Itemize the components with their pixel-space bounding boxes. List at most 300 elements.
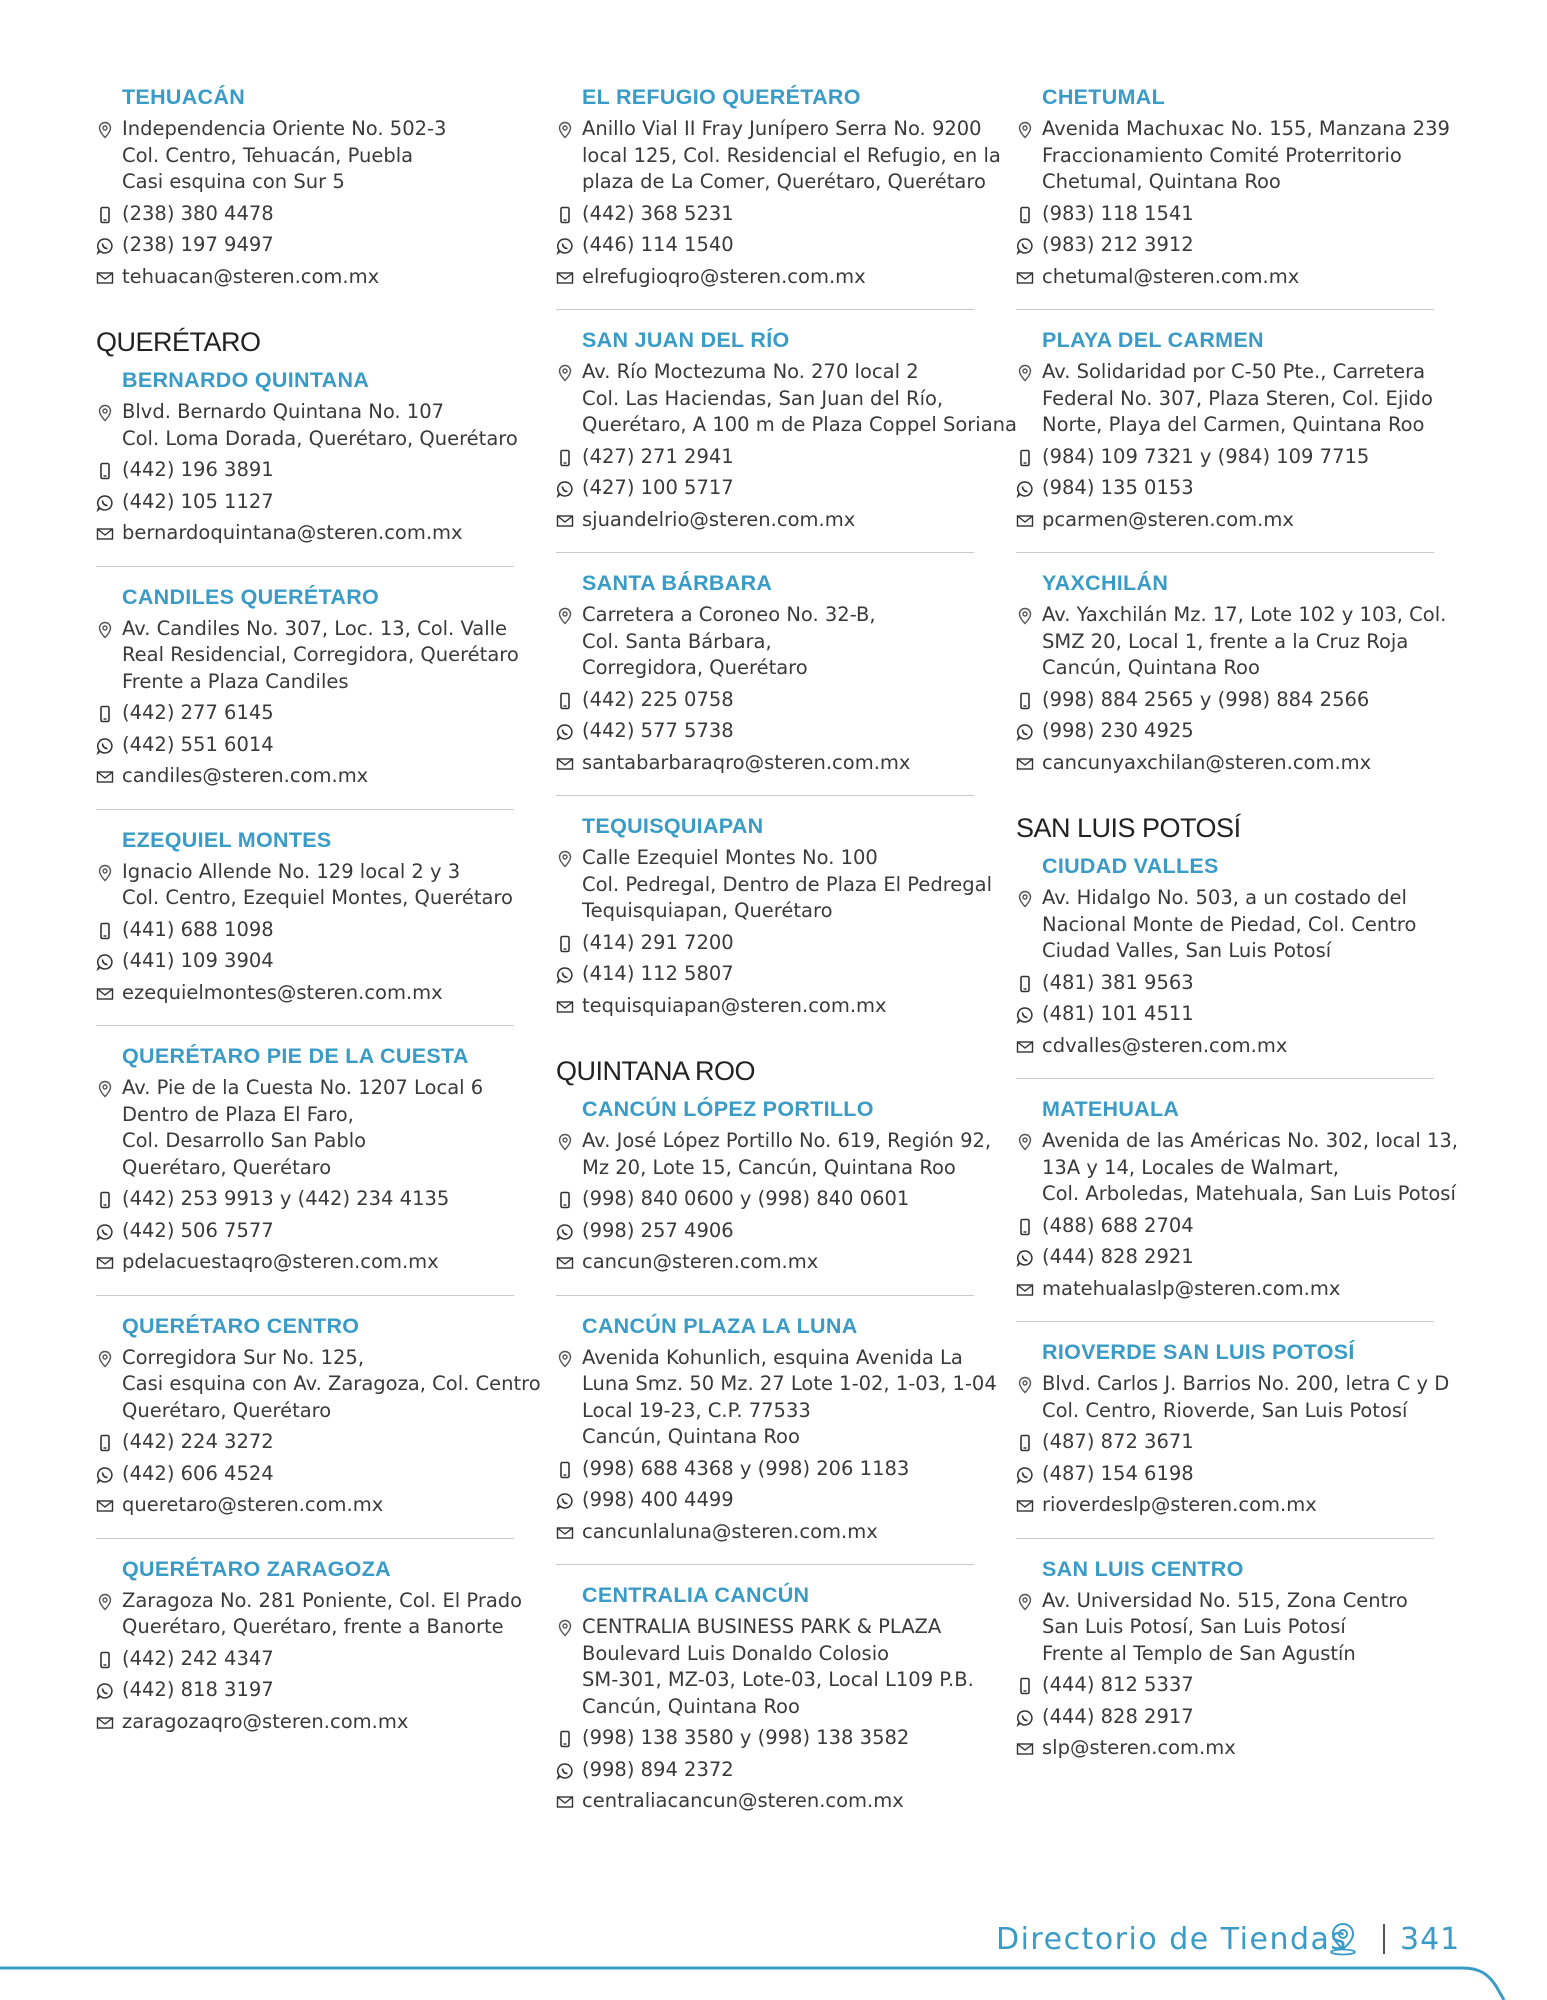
store-entry: [1016, 85, 1450, 310]
store-whatsapp-row: [96, 489, 514, 516]
store-whatsapp[interactable]: (427) 100 5717: [582, 476, 734, 499]
store-email[interactable]: zaragozaqro@steren.com.mx: [122, 1709, 409, 1733]
store-whatsapp[interactable]: (487) 154 6198: [1042, 1461, 1194, 1485]
store-address-line: Independencia Oriente No. 502-3: [122, 117, 447, 140]
store-phone[interactable]: (998) 840 0600 y (998) 840 0601: [582, 1187, 910, 1210]
store-address-line-row: [1016, 912, 1434, 939]
store-entry: [1016, 1557, 1434, 1781]
store-email[interactable]: cancun@steren.com.mx: [582, 1250, 819, 1273]
store-email-row: [96, 1709, 514, 1736]
store-address-line-row: [1016, 1588, 1434, 1615]
whatsapp-icon: [96, 1461, 122, 1484]
store-address-line: Col. Arboledas, Matehuala, San Luis Potosí: [1042, 1182, 1456, 1205]
mail-icon: [96, 763, 122, 786]
store-email[interactable]: santabarbaraqro@steren.com.mx: [582, 750, 911, 774]
phone-icon: [556, 201, 582, 224]
store-address-line-row: [1016, 1614, 1434, 1641]
store-address-line-row: [556, 1345, 974, 1372]
store-phone-row: [1016, 444, 1434, 471]
store-email[interactable]: cancunyaxchilan@steren.com.mx: [1042, 750, 1372, 774]
store-phone-row: [1016, 1429, 1434, 1456]
store-whatsapp[interactable]: (442) 105 1127: [122, 489, 274, 513]
map-pin-icon: [1016, 116, 1042, 139]
store-whatsapp-row: [96, 1218, 514, 1245]
store-name: CANDILES QUERÉTARO: [122, 584, 380, 609]
store-address-line-row: [1016, 116, 1450, 143]
phone-icon: [96, 1429, 122, 1452]
store-email[interactable]: candiles@steren.com.mx: [122, 764, 369, 787]
store-email[interactable]: elrefugioqro@steren.com.mx: [582, 264, 866, 288]
store-phone[interactable]: (427) 271 2941: [582, 444, 734, 468]
store-address-line: Fraccionamiento Comité Proterritorio: [1042, 143, 1402, 167]
store-whatsapp[interactable]: (998) 894 2372: [582, 1757, 734, 1781]
store-email[interactable]: slp@steren.com.mx: [1042, 1736, 1236, 1759]
store-address-line: Col. Las Haciendas, San Juan del Río,: [582, 386, 944, 410]
store-phone[interactable]: (998) 884 2565 y (998) 884 2566: [1042, 687, 1370, 711]
mail-icon: [556, 1519, 582, 1542]
store-address-line: Blvd. Bernardo Quintana No. 107: [122, 400, 445, 423]
store-name: SAN JUAN DEL RÍO: [582, 328, 790, 352]
phone-icon: [96, 1646, 122, 1669]
store-phone[interactable]: (487) 872 3671: [1042, 1430, 1194, 1453]
store-email[interactable]: cancunlaluna@steren.com.mx: [582, 1519, 878, 1543]
store-email-row: [96, 1492, 514, 1519]
store-entry: [556, 1583, 974, 1834]
store-email[interactable]: matehualaslp@steren.com.mx: [1042, 1276, 1341, 1300]
store-address-line: Col. Santa Bárbara,: [582, 629, 772, 653]
store-phone[interactable]: (414) 291 7200: [582, 930, 734, 954]
whatsapp-icon: [1016, 1704, 1042, 1727]
store-address-line: Querétaro, Querétaro: [122, 1398, 332, 1422]
mail-icon: [96, 520, 122, 543]
store-address-line: Zaragoza No. 281 Poniente, Col. El Prado: [122, 1588, 523, 1612]
store-whatsapp-row: [556, 232, 974, 259]
store-email[interactable]: ezequielmontes@steren.com.mx: [122, 980, 443, 1004]
mail-icon: [556, 1249, 582, 1272]
store-address-line-row: [96, 143, 514, 170]
store-email[interactable]: sjuandelrio@steren.com.mx: [582, 507, 856, 531]
store-phone[interactable]: (488) 688 2704: [1042, 1213, 1194, 1237]
store-address-line: Av. José López Portillo No. 619, Región 92,: [582, 1129, 992, 1152]
store-address-line: Calle Ezequiel Montes No. 100: [582, 846, 878, 869]
phone-icon: [1016, 201, 1042, 224]
store-entry: [556, 1097, 992, 1296]
store-address-line: Anillo Vial II Fray Junípero Serra No. 9200: [582, 117, 982, 140]
store-address-line: Col. Centro, Rioverde, San Luis Potosí: [1042, 1398, 1408, 1422]
store-entry: [556, 571, 974, 796]
store-phone[interactable]: (441) 688 1098: [122, 917, 274, 941]
store-address-line: Cancún, Quintana Roo: [582, 1425, 800, 1448]
store-address-line: Col. Loma Dorada, Querétaro, Querétaro: [122, 426, 518, 450]
store-address-line-row: [556, 629, 974, 656]
store-phone[interactable]: (442) 368 5231: [582, 201, 734, 225]
store-address-line-row: [96, 1128, 514, 1155]
store-phone-row: [96, 1429, 514, 1456]
store-email[interactable]: pdelacuestaqro@steren.com.mx: [122, 1250, 439, 1273]
store-email-row: [556, 1249, 974, 1276]
mail-icon: [556, 993, 582, 1016]
map-pin-icon: [1016, 1371, 1042, 1394]
phone-icon: [96, 700, 122, 723]
store-address-line-row: [556, 359, 974, 386]
store-email-row: [556, 264, 974, 291]
store-email-row: [556, 1519, 974, 1546]
store-entry: [96, 584, 519, 810]
store-email-row: [96, 1249, 514, 1276]
store-phone[interactable]: (442) 224 3272: [122, 1430, 274, 1453]
store-address-line-row: [556, 602, 974, 629]
store-address-line-row: [96, 885, 514, 912]
store-address-line: Avenida Kohunlich, esquina Avenida La: [582, 1345, 963, 1369]
store-phone[interactable]: (442) 196 3891: [122, 458, 274, 481]
phone-icon: [556, 1725, 582, 1748]
store-email-row: [1016, 750, 1434, 777]
map-pin-icon: [556, 602, 582, 625]
whatsapp-icon: [556, 232, 582, 255]
store-whatsapp-row: [1016, 1704, 1434, 1731]
store-email-row: [1016, 1276, 1434, 1303]
store-name: QUERÉTARO CENTRO: [122, 1313, 360, 1338]
store-phone[interactable]: (442) 242 4347: [122, 1646, 274, 1670]
store-address-line: Cancún, Quintana Roo: [582, 1694, 800, 1718]
store-whatsapp[interactable]: (442) 577 5738: [582, 719, 734, 742]
store-address-line: Blvd. Carlos J. Barrios No. 200, letra C y D: [1042, 1372, 1450, 1395]
store-entry: [96, 1313, 541, 1539]
store-email[interactable]: chetumal@steren.com.mx: [1042, 264, 1300, 288]
page-number: 341: [1400, 1922, 1461, 1957]
store-entry: [1016, 854, 1434, 1079]
whatsapp-icon: [1016, 1244, 1042, 1267]
store-address-line-row: [556, 1424, 974, 1451]
store-whatsapp[interactable]: (998) 230 4925: [1042, 719, 1194, 742]
store-address-line: San Luis Potosí, San Luis Potosí: [1042, 1615, 1346, 1638]
store-whatsapp-row: [556, 475, 974, 502]
whatsapp-icon: [96, 1218, 122, 1241]
phone-icon: [1016, 970, 1042, 993]
map-pin-icon: [96, 616, 122, 639]
store-phone-row: [96, 700, 514, 727]
store-whatsapp-row: [96, 232, 514, 259]
map-pin-icon: [96, 859, 122, 882]
store-address-line: Corregidora, Querétaro: [582, 656, 808, 679]
store-whatsapp-row: [556, 718, 974, 745]
store-address-line: Querétaro, Querétaro: [122, 1155, 332, 1179]
whatsapp-icon: [96, 489, 122, 512]
store-email[interactable]: tequisquiapan@steren.com.mx: [582, 993, 887, 1017]
store-name: EL REFUGIO QUERÉTARO: [582, 85, 861, 109]
store-address-line-row: [1016, 143, 1434, 170]
store-address-line: Mz 20, Lote 15, Cancún, Quintana Roo: [582, 1155, 956, 1179]
store-entry: [1016, 1097, 1458, 1322]
store-entry: [1016, 1340, 1450, 1539]
map-pin-icon: [556, 359, 582, 382]
store-email[interactable]: rioverdeslp@steren.com.mx: [1042, 1493, 1317, 1516]
store-address-line: Norte, Playa del Carmen, Quintana Roo: [1042, 413, 1425, 436]
region-heading: QUINTANA ROO: [556, 1056, 756, 1086]
store-whatsapp[interactable]: (442) 606 4524: [122, 1461, 274, 1485]
mail-icon: [1016, 1492, 1042, 1515]
phone-icon: [96, 1186, 122, 1209]
store-whatsapp[interactable]: (441) 109 3904: [122, 949, 274, 972]
store-address-line: Local 19-23, C.P. 77533: [582, 1398, 811, 1422]
store-phone-row: [96, 201, 514, 228]
whatsapp-icon: [556, 718, 582, 741]
store-phone[interactable]: (442) 225 0758: [582, 687, 734, 711]
store-address-line: Avenida Machuxac No. 155, Manzana 239: [1042, 117, 1450, 140]
mail-icon: [96, 1709, 122, 1732]
store-address-line-row: [556, 1155, 974, 1182]
store-whatsapp-row: [1016, 232, 1434, 259]
map-pin-icon: [556, 1614, 582, 1637]
store-address-line-row: [96, 616, 514, 643]
mail-icon: [556, 507, 582, 530]
store-address-line: Col. Desarrollo San Pablo: [122, 1129, 367, 1152]
store-whatsapp[interactable]: (446) 114 1540: [582, 233, 734, 256]
store-whatsapp[interactable]: (481) 101 4511: [1042, 1002, 1194, 1025]
store-address-line: Col. Centro, Tehuacán, Puebla: [122, 143, 414, 167]
store-phone-row: [556, 687, 974, 714]
store-address-line: SM-301, MZ-03, Lote-03, Local L109 P.B.: [582, 1668, 974, 1691]
store-address-line: local 125, Col. Residencial el Refugio, en la: [582, 143, 1001, 167]
store-entry: [96, 828, 514, 1027]
store-email-row: [1016, 507, 1434, 534]
store-address-line: 13A y 14, Locales de Walmart,: [1042, 1155, 1339, 1179]
store-entry: [96, 368, 518, 567]
store-whatsapp[interactable]: (444) 828 2917: [1042, 1704, 1194, 1728]
store-whatsapp[interactable]: (414) 112 5807: [582, 962, 734, 985]
store-address-line-row: [556, 1371, 997, 1398]
store-address-line-row: [556, 845, 974, 872]
store-whatsapp-row: [96, 732, 514, 759]
store-whatsapp[interactable]: (983) 212 3912: [1042, 233, 1194, 256]
store-whatsapp-row: [96, 1677, 514, 1704]
store-address-line-row: [96, 116, 514, 143]
store-whatsapp-row: [1016, 1461, 1434, 1488]
store-phone-row: [1016, 1672, 1434, 1699]
store-address-line: Cancún, Quintana Roo: [1042, 656, 1260, 679]
store-address-line-row: [556, 1128, 992, 1155]
map-pin-icon: [96, 1075, 122, 1098]
store-address-line-row: [556, 116, 982, 143]
store-email-row: [96, 763, 514, 790]
footer-rule: [0, 1964, 1547, 2000]
store-address-line-row: [96, 1155, 514, 1182]
store-address-line: Avenida de las Américas No. 302, local 13,: [1042, 1129, 1458, 1152]
store-name: CANCÚN PLAZA LA LUNA: [582, 1313, 858, 1338]
store-email[interactable]: tehuacan@steren.com.mx: [122, 264, 380, 288]
store-whatsapp[interactable]: (442) 506 7577: [122, 1218, 274, 1242]
phone-icon: [96, 917, 122, 940]
region-heading: QUERÉTARO: [96, 327, 261, 357]
store-entry: [556, 85, 1001, 310]
store-phone-row: [1016, 1213, 1434, 1240]
store-whatsapp-row: [556, 1218, 974, 1245]
map-pin-icon: [96, 1345, 122, 1368]
store-phone[interactable]: (481) 381 9563: [1042, 970, 1194, 994]
store-address-line-row: [1016, 1398, 1434, 1425]
column-3: [1016, 85, 1458, 1799]
mail-icon: [1016, 507, 1042, 530]
map-pin-icon: [1016, 1588, 1042, 1611]
store-address-line: Av. Hidalgo No. 503, a un costado del: [1042, 886, 1407, 909]
store-whatsapp-row: [556, 1487, 974, 1514]
store-address-line-row: [556, 655, 974, 682]
store-email-row: [1016, 264, 1434, 291]
store-email[interactable]: cdvalles@steren.com.mx: [1042, 1033, 1288, 1057]
store-address-line-row: [1016, 386, 1434, 413]
mail-icon: [1016, 1735, 1042, 1758]
store-name: SANTA BÁRBARA: [582, 571, 773, 595]
phone-icon: [1016, 1213, 1042, 1236]
store-address-line: Frente al Templo de San Agustín: [1042, 1641, 1356, 1665]
store-email-row: [556, 1788, 974, 1815]
store-address-line-row: [1016, 359, 1434, 386]
store-address-line: Av. Candiles No. 307, Loc. 13, Col. Valle: [122, 616, 508, 640]
store-name: TEHUACÁN: [122, 85, 246, 109]
mail-icon: [556, 264, 582, 287]
store-entry: [1016, 571, 1447, 795]
store-name: PLAYA DEL CARMEN: [1042, 328, 1264, 352]
whatsapp-icon: [96, 948, 122, 971]
store-email-row: [96, 264, 514, 291]
store-whatsapp[interactable]: (444) 828 2921: [1042, 1245, 1194, 1268]
store-email-row: [556, 750, 974, 777]
store-address-line-row: [96, 859, 514, 886]
store-whatsapp[interactable]: (238) 197 9497: [122, 233, 274, 256]
store-address-line: Ciudad Valles, San Luis Potosí: [1042, 939, 1332, 962]
store-address-line: Av. Solidaridad por C-50 Pte., Carretera: [1042, 360, 1426, 383]
store-email-row: [1016, 1492, 1434, 1519]
store-email[interactable]: bernardoquintana@steren.com.mx: [122, 521, 463, 544]
store-phone[interactable]: (998) 138 3580 y (998) 138 3582: [582, 1726, 910, 1749]
store-address-line: Dentro de Plaza El Faro,: [122, 1102, 354, 1126]
store-address-line-row: [96, 1588, 523, 1615]
store-address-line: Real Residencial, Corregidora, Querétaro: [122, 643, 519, 666]
store-address-line: Av. Pie de la Cuesta No. 1207 Local 6: [122, 1076, 484, 1099]
whatsapp-icon: [1016, 718, 1042, 741]
mail-icon: [1016, 1033, 1042, 1056]
store-address-line: Ignacio Allende No. 129 local 2 y 3: [122, 859, 461, 883]
store-address-line-row: [96, 1075, 514, 1102]
footer-separator: [1383, 1924, 1385, 1954]
store-address-line-row: [96, 642, 519, 669]
store-address-line-row: [556, 898, 974, 925]
store-phone[interactable]: (998) 688 4368 y (998) 206 1183: [582, 1456, 910, 1480]
store-name: YAXCHILÁN: [1042, 571, 1169, 595]
store-phone-row: [1016, 687, 1434, 714]
store-whatsapp[interactable]: (442) 551 6014: [122, 732, 274, 756]
store-phone[interactable]: (983) 118 1541: [1042, 201, 1194, 225]
store-address-line-row: [556, 143, 1001, 170]
store-address-line-row: [556, 872, 993, 899]
store-phone[interactable]: (238) 380 4478: [122, 201, 274, 225]
store-phone-row: [96, 917, 514, 944]
store-address-line-row: [96, 1614, 514, 1641]
store-whatsapp-row: [1016, 1001, 1434, 1028]
phone-icon: [556, 687, 582, 710]
store-whatsapp[interactable]: (998) 257 4906: [582, 1218, 734, 1242]
map-pin-icon: [556, 1128, 582, 1151]
store-email[interactable]: queretaro@steren.com.mx: [122, 1493, 384, 1516]
store-address-line: Tequisquiapan, Querétaro: [582, 899, 833, 922]
store-phone[interactable]: (442) 253 9913 y (442) 234 4135: [122, 1187, 450, 1210]
store-address-line: Av. Universidad No. 515, Zona Centro: [1042, 1588, 1408, 1612]
phone-icon: [1016, 1429, 1042, 1452]
store-address-line: Carretera a Coroneo No. 32-B,: [582, 603, 876, 626]
store-address-line: plaza de La Comer, Querétaro, Querétaro: [582, 170, 986, 193]
store-address-line: Boulevard Luis Donaldo Colosio: [582, 1641, 890, 1665]
store-address-line-row: [1016, 412, 1434, 439]
store-address-line-row: [1016, 602, 1447, 629]
column-2: [556, 85, 1017, 1852]
whatsapp-icon: [96, 732, 122, 755]
column-1: [96, 85, 541, 1772]
store-phone-row: [1016, 970, 1434, 997]
store-email[interactable]: centraliacancun@steren.com.mx: [582, 1789, 904, 1812]
phone-icon: [556, 930, 582, 953]
whatsapp-icon: [556, 1218, 582, 1241]
store-whatsapp-row: [1016, 718, 1434, 745]
phone-icon: [1016, 444, 1042, 467]
phone-icon: [556, 444, 582, 467]
map-pin-icon: [556, 116, 582, 139]
store-email[interactable]: pcarmen@steren.com.mx: [1042, 507, 1294, 531]
store-address-line: CENTRALIA BUSINESS PARK & PLAZA: [582, 1615, 942, 1638]
store-whatsapp[interactable]: (998) 400 4499: [582, 1488, 734, 1511]
map-pin-icon: [1328, 1922, 1358, 1956]
map-pin-icon: [96, 1588, 122, 1611]
store-address-line-row: [556, 1398, 974, 1425]
store-entry: [556, 1313, 997, 1566]
whatsapp-icon: [556, 1487, 582, 1510]
store-phone[interactable]: (444) 812 5337: [1042, 1673, 1194, 1696]
whatsapp-icon: [96, 232, 122, 255]
store-address-line: SMZ 20, Local 1, frente a la Cruz Roja: [1042, 629, 1409, 653]
store-address-line-row: [96, 1345, 514, 1372]
whatsapp-icon: [1016, 1461, 1042, 1484]
store-address-line: Chetumal, Quintana Roo: [1042, 170, 1281, 193]
store-address-line-row: [556, 1667, 974, 1694]
store-email-row: [1016, 1033, 1434, 1060]
store-address-line: Frente a Plaza Candiles: [122, 669, 349, 693]
store-name: CANCÚN LÓPEZ PORTILLO: [582, 1097, 874, 1121]
store-email-row: [1016, 1735, 1434, 1762]
store-address-line: Col. Pedregal, Dentro de Plaza El Pedregal: [582, 872, 993, 896]
store-address-line-row: [1016, 169, 1434, 196]
store-email-row: [556, 507, 974, 534]
mail-icon: [96, 1249, 122, 1272]
map-pin-icon: [1016, 602, 1042, 625]
phone-icon: [96, 457, 122, 480]
whatsapp-icon: [1016, 475, 1042, 498]
store-phone[interactable]: (984) 109 7321 y (984) 109 7715: [1042, 444, 1370, 468]
store-whatsapp[interactable]: (984) 135 0153: [1042, 476, 1194, 499]
store-address-line: Luna Smz. 50 Mz. 27 Lote 1-02, 1-03, 1-04: [582, 1372, 997, 1395]
store-address-line: Col. Centro, Ezequiel Montes, Querétaro: [122, 886, 513, 909]
store-address-line: Corregidora Sur No. 125,: [122, 1345, 365, 1369]
store-phone[interactable]: (442) 277 6145: [122, 701, 274, 724]
store-entry: [1016, 328, 1434, 553]
store-address-line-row: [1016, 938, 1434, 965]
store-phone-row: [556, 201, 974, 228]
store-whatsapp[interactable]: (442) 818 3197: [122, 1678, 274, 1701]
store-phone-row: [556, 1456, 974, 1483]
store-email-row: [556, 993, 974, 1020]
store-entry: [96, 85, 514, 309]
store-name: RIOVERDE SAN LUIS POTOSÍ: [1042, 1340, 1355, 1364]
store-address-line-row: [556, 169, 986, 196]
store-name: CENTRALIA CANCÚN: [582, 1583, 810, 1607]
